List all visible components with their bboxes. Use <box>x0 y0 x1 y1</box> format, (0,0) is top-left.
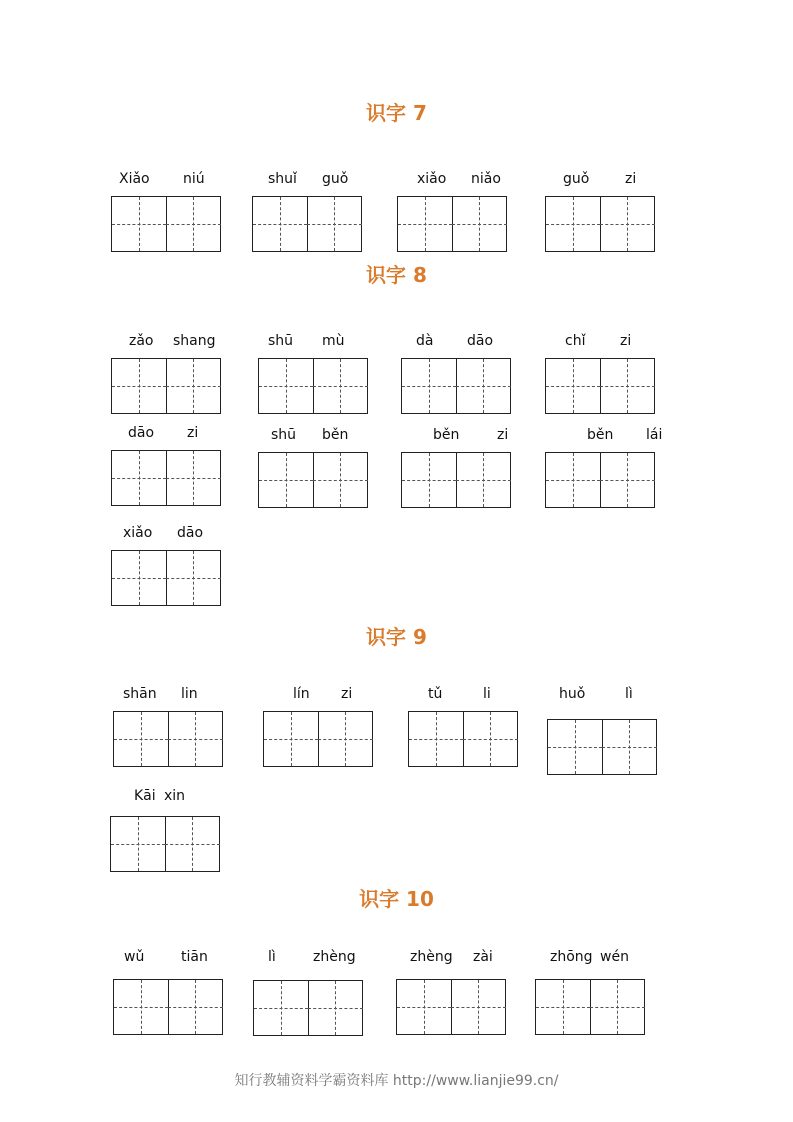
writing-grid[interactable] <box>111 358 221 414</box>
pinyin-2: zhèng <box>313 949 356 965</box>
word-item <box>110 787 222 867</box>
word-item <box>113 948 225 1028</box>
pinyin-2: shang <box>173 333 216 349</box>
writing-grid[interactable] <box>545 452 655 508</box>
word-item <box>397 170 509 250</box>
pinyin-2: lì <box>625 686 633 702</box>
pinyin-row <box>258 332 370 350</box>
writing-grid[interactable] <box>111 550 221 606</box>
pinyin-2: zi <box>187 425 199 441</box>
word-item <box>258 332 370 412</box>
word-item <box>113 685 225 765</box>
section-title-7: 识字 7 <box>366 101 427 125</box>
writing-grid[interactable] <box>401 358 511 414</box>
pinyin-row <box>253 948 365 966</box>
pinyin-2: niǎo <box>471 171 501 187</box>
word-item <box>408 685 520 765</box>
writing-grid[interactable] <box>113 979 223 1035</box>
pinyin-1: shuǐ <box>268 171 297 187</box>
section-title-8: 识字 8 <box>366 263 427 287</box>
word-item <box>545 426 663 506</box>
pinyin-2: tiān <box>181 949 208 965</box>
pinyin-2: guǒ <box>322 171 349 187</box>
pinyin-1: huǒ <box>559 686 586 702</box>
pinyin-1: běn <box>433 427 460 443</box>
writing-grid[interactable] <box>111 196 221 252</box>
pinyin-1: lín <box>293 686 310 702</box>
pinyin-1: shū <box>268 333 294 349</box>
pinyin-1: dà <box>416 333 434 349</box>
word-item <box>111 332 223 412</box>
word-item <box>263 685 375 765</box>
writing-grid[interactable] <box>258 452 368 508</box>
pinyin-2: běn <box>322 427 349 443</box>
pinyin-1: guǒ <box>563 171 590 187</box>
writing-grid[interactable] <box>253 980 363 1036</box>
word-item <box>535 948 647 1028</box>
pinyin-2: niú <box>183 171 205 187</box>
pinyin-row <box>408 685 520 703</box>
word-item <box>252 170 364 250</box>
pinyin-2: zi <box>341 686 353 702</box>
writing-grid[interactable] <box>545 196 655 252</box>
pinyin-1: zǎo <box>129 333 154 349</box>
writing-grid[interactable] <box>408 711 518 767</box>
pinyin-1: shān <box>123 686 157 702</box>
pinyin-row <box>258 426 370 444</box>
word-item <box>258 426 370 506</box>
pinyin-2: lái <box>646 427 663 443</box>
pinyin-row <box>397 170 509 188</box>
writing-grid[interactable] <box>252 196 362 252</box>
pinyin-row <box>111 524 223 542</box>
pinyin-2: zi <box>625 171 637 187</box>
section-title-9: 识字 9 <box>366 625 427 649</box>
word-item <box>111 524 223 604</box>
writing-grid[interactable] <box>111 450 221 506</box>
word-item <box>111 424 223 504</box>
footer-watermark: 知行教辅资料学霸资料库 http://www.lianjie99.cn/ <box>234 1073 559 1089</box>
writing-grid[interactable] <box>110 816 220 872</box>
pinyin-row <box>111 424 223 442</box>
pinyin-2: dāo <box>467 333 494 349</box>
word-item <box>401 426 513 506</box>
pinyin-row <box>401 426 513 444</box>
writing-grid[interactable] <box>258 358 368 414</box>
pinyin-row <box>111 332 223 350</box>
pinyin-1: Kāi <box>134 788 156 804</box>
pinyin-2: zi <box>620 333 632 349</box>
pinyin-1: lì <box>268 949 276 965</box>
writing-grid[interactable] <box>113 711 223 767</box>
pinyin-2: xin <box>164 788 186 804</box>
pinyin-2: zài <box>473 949 493 965</box>
pinyin-1: běn <box>587 427 614 443</box>
pinyin-1: zhōng <box>550 949 593 965</box>
writing-grid[interactable] <box>535 979 645 1035</box>
pinyin-1: xiǎo <box>123 525 153 541</box>
writing-grid[interactable] <box>401 452 511 508</box>
pinyin-2: zi <box>497 427 509 443</box>
section-title-10: 识字 10 <box>359 887 434 911</box>
pinyin-row <box>113 948 225 966</box>
pinyin-1: chǐ <box>565 333 586 349</box>
pinyin-2: wén <box>600 949 629 965</box>
pinyin-2: li <box>483 686 491 702</box>
pinyin-row <box>110 787 222 805</box>
pinyin-row <box>401 332 513 350</box>
word-item <box>547 685 659 765</box>
pinyin-1: tǔ <box>428 686 443 702</box>
pinyin-2: dāo <box>177 525 204 541</box>
pinyin-row <box>396 948 508 966</box>
pinyin-row <box>113 685 225 703</box>
pinyin-1: Xiǎo <box>119 171 150 187</box>
writing-grid[interactable] <box>397 196 507 252</box>
writing-grid[interactable] <box>547 719 657 775</box>
writing-grid[interactable] <box>263 711 373 767</box>
pinyin-row <box>547 685 659 703</box>
writing-grid[interactable] <box>545 358 655 414</box>
pinyin-1: shū <box>271 427 297 443</box>
writing-grid[interactable] <box>396 979 506 1035</box>
pinyin-row <box>111 170 223 188</box>
word-item <box>111 170 223 250</box>
pinyin-2: lin <box>181 686 198 702</box>
pinyin-row <box>545 332 657 350</box>
pinyin-row <box>545 426 663 444</box>
pinyin-row <box>263 685 375 703</box>
pinyin-2: mù <box>322 333 345 349</box>
word-item <box>545 170 657 250</box>
word-item <box>396 948 508 1028</box>
word-item <box>253 948 365 1028</box>
pinyin-1: wǔ <box>124 949 145 965</box>
word-item <box>545 332 657 412</box>
pinyin-1: dāo <box>128 425 155 441</box>
pinyin-row <box>535 948 647 966</box>
word-item <box>401 332 513 412</box>
pinyin-row <box>545 170 657 188</box>
pinyin-1: xiǎo <box>417 171 447 187</box>
pinyin-1: zhèng <box>410 949 453 965</box>
pinyin-row <box>252 170 364 188</box>
